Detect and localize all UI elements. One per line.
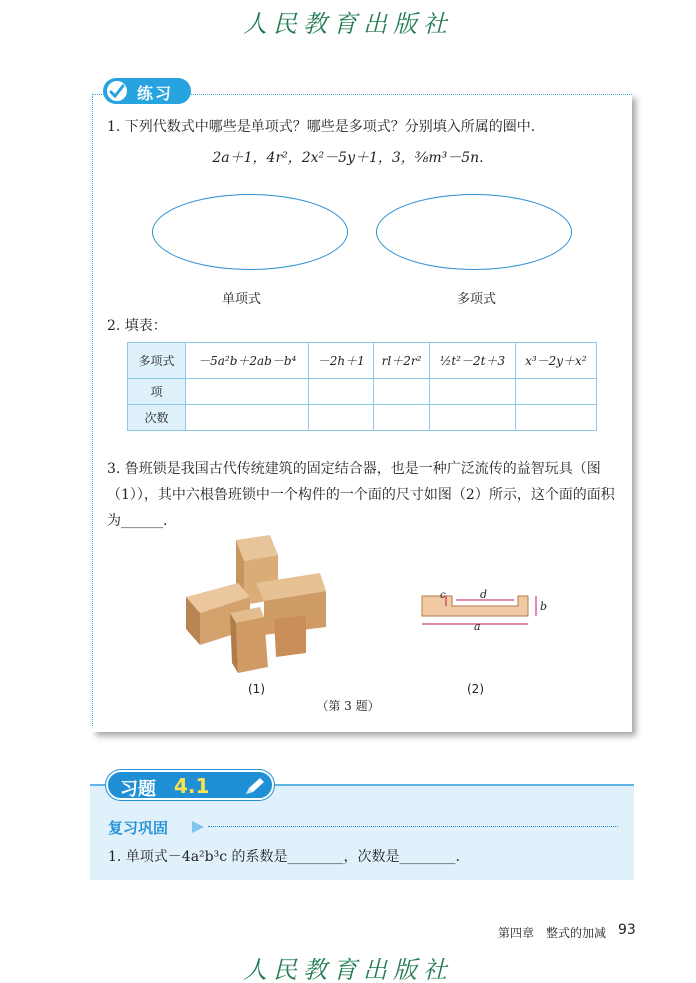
dim-d-label: d (480, 588, 488, 601)
polynomial-circle[interactable] (376, 194, 572, 270)
row-header: 多项式 (128, 343, 186, 379)
table-cell: rl＋2r² (373, 343, 429, 379)
question-1-text: 1. 下列代数式中哪些是单项式？哪些是多项式？分别填入所属的圈中. (107, 119, 536, 135)
pencil-icon (242, 776, 266, 798)
section-dotted-rule (208, 826, 618, 827)
homework-question-1: 1. 单项式－4a²b³c 的系数是________，次数是________. (108, 849, 460, 865)
page-number: 93 (618, 922, 636, 938)
section-heading: 复习巩固 (108, 819, 169, 837)
row-header: 项 (128, 379, 186, 405)
exercise-tag (103, 78, 191, 104)
blank-cell[interactable] (186, 405, 309, 431)
footer-chapter: 第四章 整式的加减 (498, 926, 607, 940)
dim-c-label: c (440, 590, 446, 601)
blank-cell[interactable] (515, 379, 596, 405)
dimension-diagram (418, 586, 553, 630)
homework-title: 习题 (120, 779, 156, 800)
homework-number: 4.1 (174, 774, 210, 798)
table-row (128, 405, 597, 431)
table-row (128, 379, 597, 405)
figure-1-caption: (1) (248, 682, 265, 696)
blank-cell[interactable] (309, 405, 373, 431)
question-3-text: 3. 鲁班锁是我国古代传统建筑的固定结合器，也是一种广泛流传的益智玩具（图（1）），其中六根鲁班锁中一个构件的一个面的尺寸如图（2）所示，这个面的面积为______. (107, 461, 615, 529)
fill-in-table (127, 342, 597, 431)
question-3-caption: （第 3 题） (316, 699, 380, 713)
table-row (128, 343, 597, 379)
table-cell: ½t²－2t＋3 (430, 343, 516, 379)
blank-cell[interactable] (309, 379, 373, 405)
publisher-logo-bottom: 人民教育出版社 (243, 956, 453, 983)
blank-cell[interactable] (186, 379, 309, 405)
blank-cell[interactable] (430, 379, 516, 405)
dim-b-label: b (540, 600, 548, 613)
question-2-text: 2. 填表： (107, 318, 167, 334)
publisher-logo-top: 人民教育出版社 (243, 10, 453, 38)
blank-cell[interactable] (430, 405, 516, 431)
expression-list: 2a＋1，4r²，2x²－5y＋1，3，³⁄₈m³－5n. (212, 150, 484, 166)
homework-tag (106, 770, 274, 800)
row-header: 次数 (128, 405, 186, 431)
monomial-circle[interactable] (152, 194, 348, 270)
table-cell: －5a²b＋2ab－b⁴ (186, 343, 309, 379)
table-cell: x³－2y＋x² (515, 343, 596, 379)
polynomial-label: 多项式 (457, 292, 497, 307)
pencil-check-icon (105, 79, 129, 103)
figure-2-caption: (2) (467, 682, 484, 696)
dim-a-label: a (474, 620, 481, 630)
luban-lock-image (178, 535, 328, 675)
monomial-label: 单项式 (222, 292, 262, 307)
play-arrow-icon (191, 820, 205, 834)
blank-cell[interactable] (373, 379, 429, 405)
table-cell: －2h＋1 (309, 343, 373, 379)
card-dotted-border (92, 96, 93, 726)
exercise-tag-label: 练习 (137, 84, 174, 103)
blank-cell[interactable] (373, 405, 429, 431)
blank-cell[interactable] (515, 405, 596, 431)
